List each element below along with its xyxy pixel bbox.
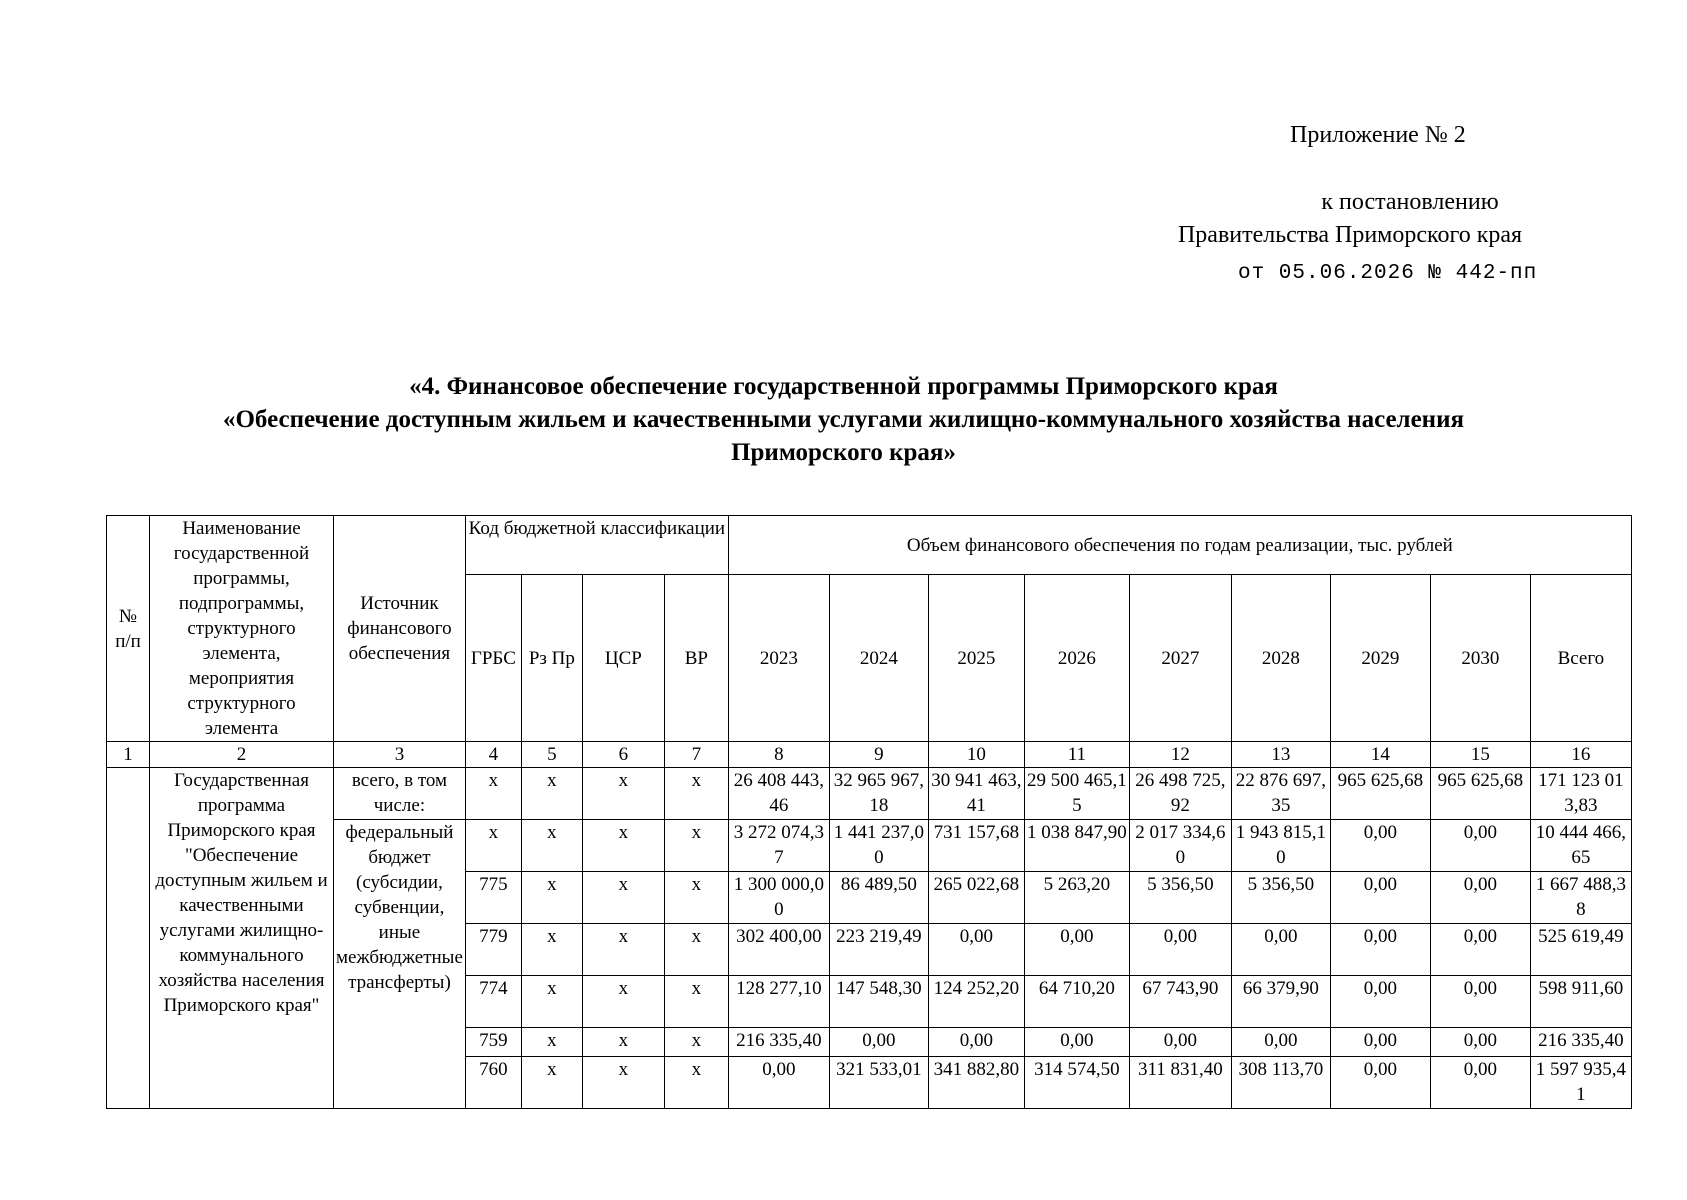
column-number: 4 (465, 742, 521, 768)
rzpr-cell: x (521, 924, 582, 976)
header-volume: Объем финансового обеспечения по годам реализации, тыс. рублей (728, 516, 1631, 575)
grbs-cell: x (465, 820, 521, 872)
column-number: 16 (1530, 742, 1631, 768)
vr-cell: x (664, 872, 728, 924)
vr-cell: x (664, 1028, 728, 1057)
grbs-cell: 775 (465, 872, 521, 924)
total-value-cell: 10 444 466,65 (1530, 820, 1631, 872)
year-value-cell: 0,00 (1330, 924, 1430, 976)
vr-cell: x (664, 768, 728, 820)
header-csr: ЦСР (582, 575, 664, 742)
column-number: 15 (1430, 742, 1530, 768)
header-year: 2028 (1231, 575, 1330, 742)
vr-cell: x (664, 1057, 728, 1109)
column-number: 14 (1330, 742, 1430, 768)
year-value-cell: 86 489,50 (829, 872, 928, 924)
year-value-cell: 1 300 000,00 (728, 872, 829, 924)
year-value-cell: 0,00 (1231, 924, 1330, 976)
column-number: 11 (1024, 742, 1129, 768)
rzpr-cell: x (521, 1028, 582, 1057)
column-number: 8 (728, 742, 829, 768)
total-value-cell: 598 911,60 (1530, 976, 1631, 1028)
csr-cell: x (582, 924, 664, 976)
rzpr-cell: x (521, 820, 582, 872)
header-row-1 (107, 516, 1632, 575)
column-number: 9 (829, 742, 928, 768)
total-value-cell: 171 123 013,83 (1530, 768, 1631, 820)
source-federal-cell: федеральный бюджет (субсидии, субвенции, иные межбюджетные трансферты) (334, 820, 466, 1109)
column-numbers-row (107, 742, 1632, 768)
year-value-cell: 0,00 (1430, 1028, 1530, 1057)
year-value-cell: 26 498 725,92 (1129, 768, 1231, 820)
year-value-cell: 0,00 (1024, 1028, 1129, 1057)
to-decree-label: к постановлению (1321, 189, 1499, 215)
table-row (107, 768, 1632, 820)
header-year: 2030 (1430, 575, 1530, 742)
column-number: 7 (664, 742, 728, 768)
header-no: № п/п (107, 516, 150, 742)
year-value-cell: 5 356,50 (1231, 872, 1330, 924)
year-value-cell: 731 157,68 (928, 820, 1024, 872)
csr-cell: x (582, 768, 664, 820)
year-value-cell: 0,00 (1129, 1028, 1231, 1057)
column-number: 6 (582, 742, 664, 768)
year-value-cell: 311 831,40 (1129, 1057, 1231, 1109)
year-value-cell: 3 272 074,37 (728, 820, 829, 872)
year-value-cell: 1 441 237,00 (829, 820, 928, 872)
program-name-cell: Государственная программа Приморского края "Обеспечение доступным жильем и качественными услугами жилищно-коммунального хозяйства населения Приморского края" (150, 768, 334, 1109)
year-value-cell: 321 533,01 (829, 1057, 928, 1109)
year-value-cell: 147 548,30 (829, 976, 928, 1028)
year-value-cell: 32 965 967,18 (829, 768, 928, 820)
column-number: 12 (1129, 742, 1231, 768)
total-value-cell: 1 667 488,38 (1530, 872, 1631, 924)
year-value-cell: 302 400,00 (728, 924, 829, 976)
year-value-cell: 1 943 815,10 (1231, 820, 1330, 872)
year-value-cell: 0,00 (1129, 924, 1231, 976)
header-year: 2023 (728, 575, 829, 742)
year-value-cell: 5 356,50 (1129, 872, 1231, 924)
decree-date: от 05.06.2026 № 442-пп (1238, 262, 1538, 285)
header-kbk: Код бюджетной классификации (465, 516, 728, 575)
year-value-cell: 2 017 334,60 (1129, 820, 1231, 872)
year-value-cell: 0,00 (829, 1028, 928, 1057)
year-value-cell: 0,00 (1330, 1028, 1430, 1057)
year-value-cell: 0,00 (1231, 1028, 1330, 1057)
year-value-cell: 29 500 465,15 (1024, 768, 1129, 820)
year-value-cell: 0,00 (1430, 872, 1530, 924)
header-year: 2026 (1024, 575, 1129, 742)
year-value-cell: 0,00 (1430, 924, 1530, 976)
year-value-cell: 965 625,68 (1330, 768, 1430, 820)
total-value-cell: 1 597 935,41 (1530, 1057, 1631, 1109)
column-number: 10 (928, 742, 1024, 768)
year-value-cell: 308 113,70 (1231, 1057, 1330, 1109)
year-value-cell: 0,00 (1330, 976, 1430, 1028)
column-number: 13 (1231, 742, 1330, 768)
column-number: 5 (521, 742, 582, 768)
government-label: Правительства Приморского края (1177, 222, 1523, 248)
year-value-cell: 0,00 (1330, 872, 1430, 924)
header-grbs: ГРБС (465, 575, 521, 742)
year-value-cell: 0,00 (728, 1057, 829, 1109)
header-year: 2029 (1330, 575, 1430, 742)
year-value-cell: 341 882,80 (928, 1057, 1024, 1109)
year-value-cell: 0,00 (1430, 976, 1530, 1028)
rzpr-cell: x (521, 872, 582, 924)
row-number-cell (107, 768, 150, 1109)
csr-cell: x (582, 976, 664, 1028)
header-year: 2024 (829, 575, 928, 742)
year-value-cell: 0,00 (1430, 820, 1530, 872)
rzpr-cell: x (521, 768, 582, 820)
year-value-cell: 64 710,20 (1024, 976, 1129, 1028)
title-line-3: Приморского края» (731, 439, 956, 466)
year-value-cell: 26 408 443,46 (728, 768, 829, 820)
year-value-cell: 0,00 (928, 1028, 1024, 1057)
grbs-cell: 774 (465, 976, 521, 1028)
header-year: 2025 (928, 575, 1024, 742)
appendix-label: Приложение № 2 (1290, 122, 1466, 148)
year-value-cell: 965 625,68 (1430, 768, 1530, 820)
header-name: Наименование государственной программы, подпрограммы, структурного элемента, мероприятия структурного элемента (150, 516, 334, 742)
column-number: 3 (334, 742, 466, 768)
year-value-cell: 1 038 847,90 (1024, 820, 1129, 872)
year-value-cell: 67 743,90 (1129, 976, 1231, 1028)
year-value-cell: 0,00 (1430, 1057, 1530, 1109)
year-value-cell: 0,00 (928, 924, 1024, 976)
column-number: 2 (150, 742, 334, 768)
header-source: Источник финансового обеспечения (334, 516, 466, 742)
year-value-cell: 0,00 (1330, 820, 1430, 872)
grbs-cell: 759 (465, 1028, 521, 1057)
year-value-cell: 216 335,40 (728, 1028, 829, 1057)
csr-cell: x (582, 872, 664, 924)
year-value-cell: 265 022,68 (928, 872, 1024, 924)
grbs-cell: 760 (465, 1057, 521, 1109)
total-value-cell: 525 619,49 (1530, 924, 1631, 976)
year-value-cell: 5 263,20 (1024, 872, 1129, 924)
source-total-cell: всего, в том числе: (334, 768, 466, 820)
vr-cell: x (664, 924, 728, 976)
table-row (107, 820, 1632, 872)
year-value-cell: 0,00 (1330, 1057, 1430, 1109)
header-rzpr: Рз Пр (521, 575, 582, 742)
financing-table (106, 515, 1632, 1109)
header-vr: ВР (664, 575, 728, 742)
year-value-cell: 128 277,10 (728, 976, 829, 1028)
header-year: 2027 (1129, 575, 1231, 742)
title-line-1: «4. Финансовое обеспечение государственной программы Приморского края (409, 373, 1278, 400)
grbs-cell: x (465, 768, 521, 820)
year-value-cell: 30 941 463,41 (928, 768, 1024, 820)
rzpr-cell: x (521, 976, 582, 1028)
title-line-2: «Обеспечение доступным жильем и качественными услугами жилищно-коммунального хозяйства населения (222, 406, 1465, 433)
year-value-cell: 314 574,50 (1024, 1057, 1129, 1109)
csr-cell: x (582, 820, 664, 872)
rzpr-cell: x (521, 1057, 582, 1109)
year-value-cell: 66 379,90 (1231, 976, 1330, 1028)
year-value-cell: 223 219,49 (829, 924, 928, 976)
column-number: 1 (107, 742, 150, 768)
csr-cell: x (582, 1028, 664, 1057)
year-value-cell: 22 876 697,35 (1231, 768, 1330, 820)
year-value-cell: 124 252,20 (928, 976, 1024, 1028)
year-value-cell: 0,00 (1024, 924, 1129, 976)
vr-cell: x (664, 976, 728, 1028)
header-total: Всего (1530, 575, 1631, 742)
total-value-cell: 216 335,40 (1530, 1028, 1631, 1057)
csr-cell: x (582, 1057, 664, 1109)
grbs-cell: 779 (465, 924, 521, 976)
vr-cell: x (664, 820, 728, 872)
document-title (0, 370, 1687, 469)
